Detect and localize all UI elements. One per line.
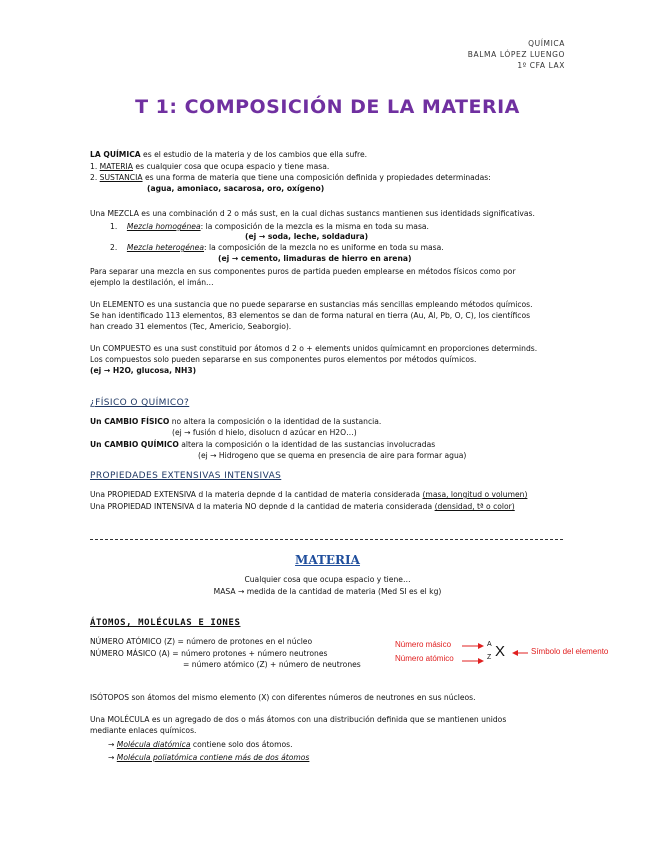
arrow-simbolo-icon xyxy=(510,648,530,658)
propiedad-intensiva: Una PROPIEDAD INTENSIVA d la materia NO depnde d la cantidad de materia considerada (densidad, tª o color) xyxy=(90,502,515,511)
compuesto-line2: Los compuestos solo pueden separarse en sus componentes puros elementos por métodos químicos. xyxy=(90,355,477,364)
materia-line1: Cualquier cosa que ocupa espacio y tiene… xyxy=(244,575,411,584)
separar-line2: ejemplo la destilación, el imán… xyxy=(90,278,214,287)
header-course: 1º CFA LAX xyxy=(517,61,565,70)
symbol-X: X xyxy=(495,643,506,660)
numero-masico: NÚMERO MÁSICO (A) = número protones + número neutrones xyxy=(90,649,328,658)
elemento-line3: han creado 31 elementos (Tec, Americio, Seaborgio). xyxy=(90,322,292,331)
propiedad-extensiva: Una PROPIEDAD EXTENSIVA d la materia depnde d la cantidad de materia considerada (masa, longitud o volumen) xyxy=(90,490,528,499)
mezcla-homogenea-example: (ej → soda, leche, soldadura) xyxy=(245,232,369,241)
mezcla-homogenea: 1. Mezcla homogénea: la composición de la mezcla es la misma en toda su masa. xyxy=(110,222,429,231)
mezcla-heterogenea: 2. Mezcla heterogénea: la composición de la mezcla no es uniforme en toda su masa. xyxy=(110,243,444,252)
label-numero-atomico: Número atómico xyxy=(395,654,454,663)
numero-atomico: NÚMERO ATÓMICO (Z) = número de protones en el núcleo xyxy=(90,637,313,646)
elemento-line1: Un ELEMENTO es una sustancia que no puede separarse en sustancias más sencillas empleando métodos químicos. xyxy=(90,300,533,309)
compuesto-example: (ej → H2O, glucosa, NH3) xyxy=(90,366,197,375)
cambio-quimico-example: (ej → Hidrogeno que se quema en presencia de aire para formar agua) xyxy=(198,451,467,460)
materia-definition: 1. MATERIA es cualquier cosa que ocupa espacio y tiene masa. xyxy=(90,162,330,171)
arrow-icon: → xyxy=(108,753,115,762)
cambio-fisico-example: (ej → fusión d hielo, disolucn d azúcar en H2O…) xyxy=(172,428,357,437)
header-author: BALMA LÓPEZ LUENGO xyxy=(467,50,565,59)
label-simbolo: Símbolo del elemento xyxy=(531,647,609,656)
isotopos: ISÓTOPOS son átomos del mismo elemento (X) con diferentes números de neutrones en sus núcleos. xyxy=(90,693,476,702)
header-subject: QUÍMICA xyxy=(528,39,565,48)
materia-heading: MATERIA xyxy=(295,553,360,567)
cambio-fisico: Un CAMBIO FÍSICO no altera la composición o la identidad de la sustancia. xyxy=(90,417,382,426)
atomos-heading: ÁTOMOS, MOLÉCULAS E IONES xyxy=(90,618,241,628)
compuesto-line1: Un COMPUESTO es una sust constituid por átomos d 2 o + elements unidos químicamnt en proporciones determinds. xyxy=(90,344,538,353)
page-title: T 1: COMPOSICIÓN DE LA MATERIA xyxy=(135,96,520,118)
elemento-line2: Se han identificado 113 elementos, 83 elementos se dan de forma natural en tierra (Au, Al, Pb, O, C), los científicos xyxy=(90,311,531,320)
propiedades-heading: PROPIEDADES EXTENSIVAS INTENSIVAS xyxy=(90,471,282,481)
molecula-line1: Una MOLÉCULA es un agregado de dos o más átomos con una distribución definida que se mantienen unidos xyxy=(90,715,507,724)
molecula-poliatomica: → Molécula poliatómica contiene más de dos átomos xyxy=(108,753,310,762)
materia-line2: MASA → medida de la cantidad de materia (Med SI es el kg) xyxy=(213,587,442,596)
molecula-diatomica: → Molécula diatómica contiene solo dos átomos. xyxy=(108,740,293,749)
symbol-A: A xyxy=(487,641,492,648)
mezcla-definition: Una MEZCLA es una combinación d 2 o más sust, en la cual dichas sustancs mantienen sus identidads significativas. xyxy=(90,209,535,218)
sustancia-examples: (agua, amoniaco, sacarosa, oro, oxígeno) xyxy=(147,184,325,193)
sustancia-definition: 2. SUSTANCIA es una forma de materia que tiene una composición definida y propiedades determinadas: xyxy=(90,173,491,182)
molecula-line2: mediante enlaces químicos. xyxy=(90,726,197,735)
section-divider xyxy=(90,539,563,540)
arrow-icon: → xyxy=(108,740,115,749)
numero-masico-2: = número atómico (Z) + número de neutrones xyxy=(183,660,361,669)
cambio-quimico: Un CAMBIO QUÍMICO altera la composición o la identidad de las sustancias involucradas xyxy=(90,440,436,449)
label-numero-masico: Número másico xyxy=(395,640,452,649)
mezcla-heterogenea-example: (ej → cemento, limaduras de hierro en arena) xyxy=(218,254,412,263)
fisico-quimico-heading: ¿FÍSICO O QUÍMICO? xyxy=(90,398,190,408)
symbol-Z: Z xyxy=(487,654,492,661)
separar-line1: Para separar una mezcla en sus componentes puros de partida pueden emplearse en métodos físicos como por xyxy=(90,267,516,276)
quimica-definition: LA QUÍMICA es el estudio de la materia y de los cambios que ella sufre. xyxy=(90,150,368,159)
